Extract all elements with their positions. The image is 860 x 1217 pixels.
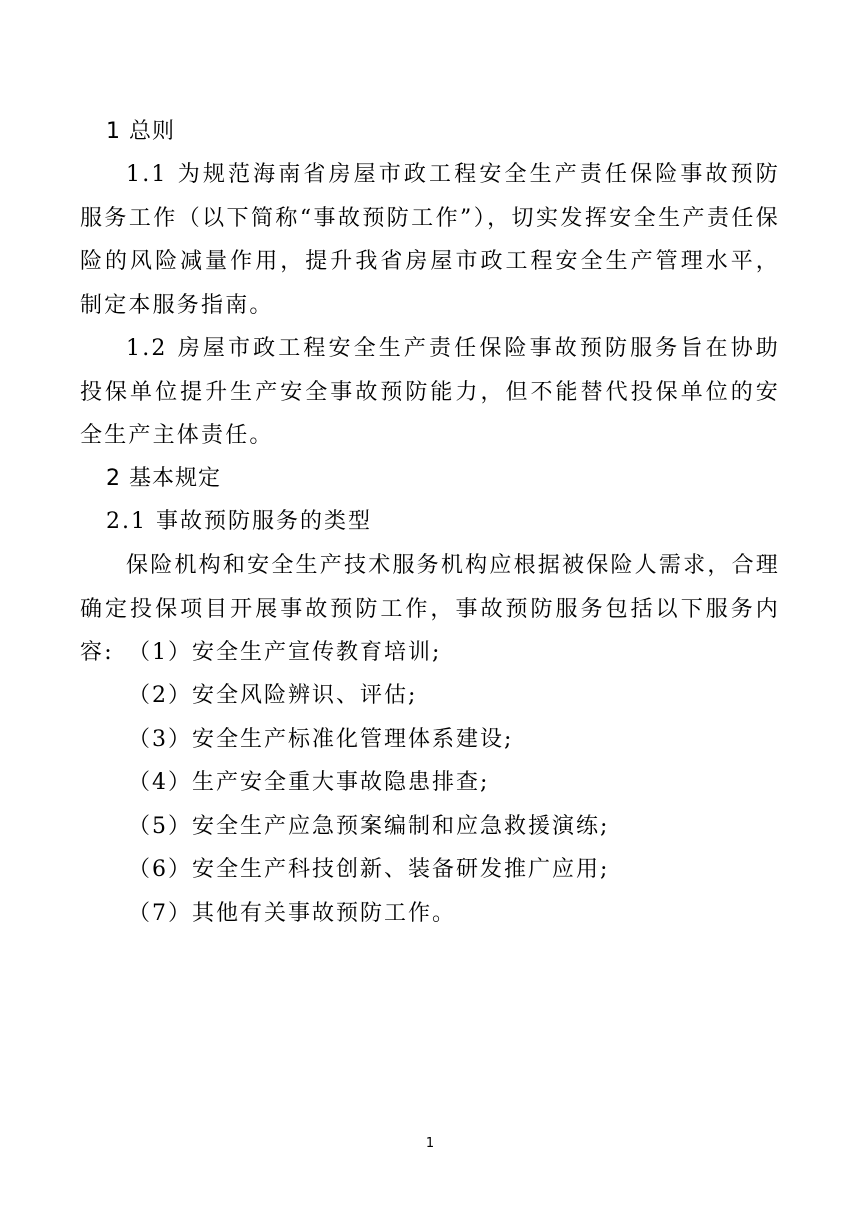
list-item: （4）生产安全重大事故隐患排查;	[128, 770, 490, 795]
list-item: （1）安全生产宣传教育培训;	[128, 640, 442, 665]
section-1-heading: 1 总则	[106, 119, 175, 144]
section-2-1-heading: 2.1 事故预防服务的类型	[106, 509, 372, 534]
section-2-1-intro: 保险机构和安全生产技术服务机构应根据被保险人需求，合理确定投保项目开展事故预防工作，事故预防服务包括以下服务内容:	[80, 553, 780, 665]
list-item: （5）安全生产应急预案编制和应急救援演练;	[128, 814, 610, 839]
list-item: （2）安全风险辨识、评估;	[128, 683, 418, 708]
list-item: （3）安全生产标准化管理体系建设;	[128, 727, 514, 752]
list-item: （7）其他有关事故预防工作。	[128, 901, 456, 926]
page-number: 1	[425, 1136, 435, 1151]
paragraph-1-1: 1.1 为规范海南省房屋市政工程安全生产责任保险事故预防服务工作（以下简称“事故预防工作”），切实发挥安全生产责任保险的风险减量作用，提升我省房屋市政工程安全生产管理水平，制定本服务指南。	[80, 162, 780, 318]
section-2-heading: 2 基本规定	[106, 466, 221, 491]
paragraph-1-2: 1.2 房屋市政工程安全生产责任保险事故预防服务旨在协助投保单位提升生产安全事故预防能力，但不能替代投保单位的安全生产主体责任。	[80, 336, 780, 448]
list-item: （6）安全生产科技创新、装备研发推广应用;	[128, 857, 610, 882]
